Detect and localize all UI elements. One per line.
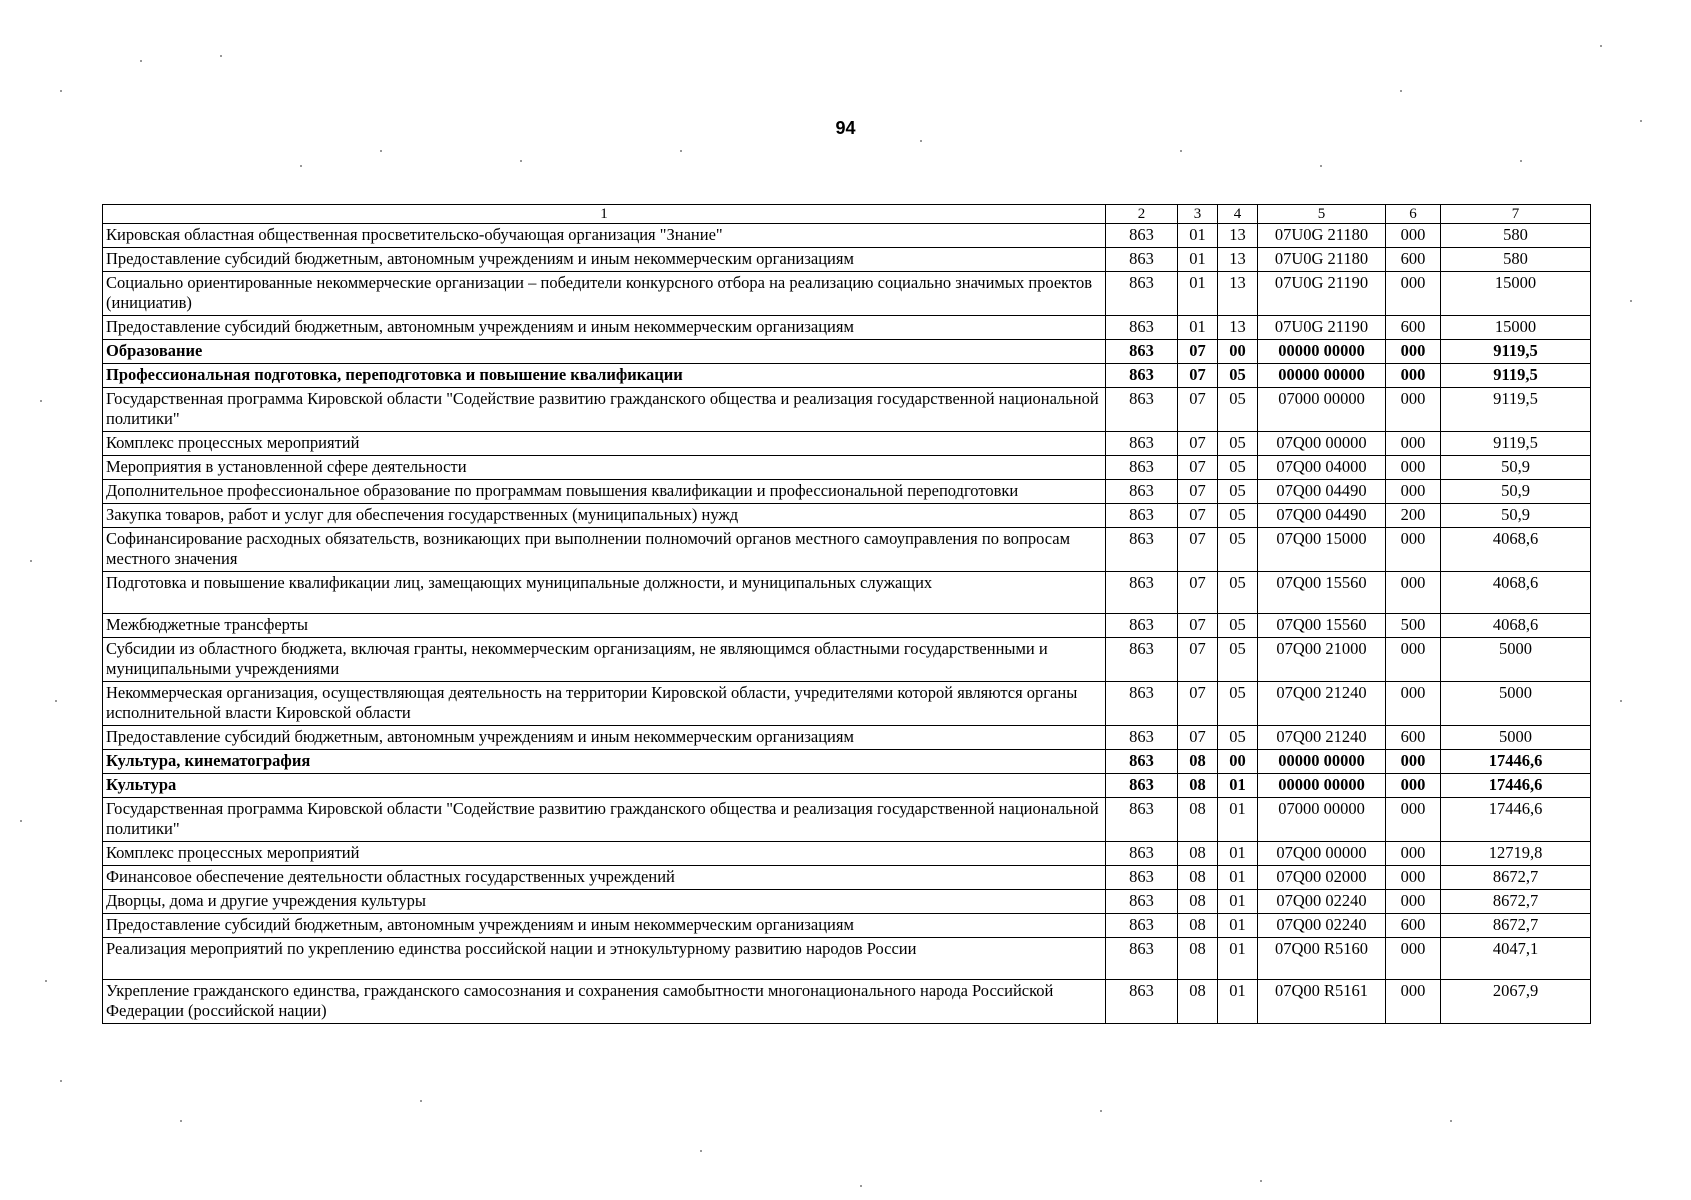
row-code: 863 <box>1106 682 1178 726</box>
table-row <box>103 388 1591 432</box>
row-target-article: 07Q00 15000 <box>1258 528 1386 572</box>
scan-speck <box>380 150 382 152</box>
table-row <box>103 866 1591 890</box>
table-row <box>103 774 1591 798</box>
row-amount: 580 <box>1441 224 1591 248</box>
row-amount: 4047,1 <box>1441 938 1591 980</box>
scan-speck <box>220 55 222 57</box>
row-subsection: 05 <box>1218 528 1258 572</box>
row-section: 08 <box>1178 938 1218 980</box>
row-target-article: 07Q00 15560 <box>1258 614 1386 638</box>
row-target-article: 07Q00 00000 <box>1258 842 1386 866</box>
header-col-6: 6 <box>1386 205 1441 224</box>
row-section: 08 <box>1178 980 1218 1024</box>
table-row <box>103 224 1591 248</box>
row-subsection: 00 <box>1218 340 1258 364</box>
row-target-article: 07Q00 04490 <box>1258 480 1386 504</box>
row-code: 863 <box>1106 364 1178 388</box>
table-row <box>103 726 1591 750</box>
row-target-article: 07Q00 04490 <box>1258 504 1386 528</box>
row-subsection: 05 <box>1218 456 1258 480</box>
row-expense-type: 000 <box>1386 682 1441 726</box>
row-amount: 4068,6 <box>1441 614 1591 638</box>
row-amount: 17446,6 <box>1441 774 1591 798</box>
row-code: 863 <box>1106 914 1178 938</box>
row-section: 08 <box>1178 914 1218 938</box>
row-section: 01 <box>1178 248 1218 272</box>
row-code: 863 <box>1106 638 1178 682</box>
row-subsection: 05 <box>1218 432 1258 456</box>
row-amount: 9119,5 <box>1441 388 1591 432</box>
row-amount: 50,9 <box>1441 456 1591 480</box>
row-name: Подготовка и повышение квалификации лиц, замещающих муниципальные должности, и муниципальных служащих <box>103 572 1106 614</box>
scan-speck <box>1320 165 1322 167</box>
row-name: Образование <box>103 340 1106 364</box>
scan-speck <box>680 150 682 152</box>
scan-speck <box>60 1080 62 1082</box>
table-row <box>103 914 1591 938</box>
row-code: 863 <box>1106 504 1178 528</box>
row-subsection: 01 <box>1218 798 1258 842</box>
row-code: 863 <box>1106 774 1178 798</box>
row-expense-type: 000 <box>1386 980 1441 1024</box>
row-target-article: 07U0G 21180 <box>1258 224 1386 248</box>
row-amount: 17446,6 <box>1441 798 1591 842</box>
table-row <box>103 456 1591 480</box>
row-target-article: 07Q00 02240 <box>1258 914 1386 938</box>
row-name: Укрепление гражданского единства, гражданского самосознания и сохранения самобытности многонационального народа Российской Федерации (российской нации) <box>103 980 1106 1024</box>
budget-table <box>102 204 1591 1024</box>
row-code: 863 <box>1106 340 1178 364</box>
row-amount: 5000 <box>1441 638 1591 682</box>
row-code: 863 <box>1106 890 1178 914</box>
row-section: 07 <box>1178 638 1218 682</box>
table-row <box>103 480 1591 504</box>
row-subsection: 00 <box>1218 750 1258 774</box>
row-code: 863 <box>1106 866 1178 890</box>
row-section: 08 <box>1178 750 1218 774</box>
row-subsection: 01 <box>1218 914 1258 938</box>
row-subsection: 13 <box>1218 248 1258 272</box>
row-name: Культура <box>103 774 1106 798</box>
header-col-4: 4 <box>1218 205 1258 224</box>
row-amount: 50,9 <box>1441 480 1591 504</box>
row-subsection: 05 <box>1218 572 1258 614</box>
row-name: Кировская областная общественная просветительско-обучающая организация "Знание" <box>103 224 1106 248</box>
row-name: Предоставление субсидий бюджетным, автономным учреждениям и иным некоммерческим организациям <box>103 914 1106 938</box>
row-target-article: 07Q00 R5161 <box>1258 980 1386 1024</box>
table-body <box>103 224 1591 1024</box>
table-row <box>103 432 1591 456</box>
row-code: 863 <box>1106 938 1178 980</box>
scan-speck <box>700 1150 702 1152</box>
table-row <box>103 272 1591 316</box>
row-name: Дополнительное профессиональное образование по программам повышения квалификации и профессиональной переподготовки <box>103 480 1106 504</box>
row-expense-type: 000 <box>1386 480 1441 504</box>
row-code: 863 <box>1106 980 1178 1024</box>
row-target-article: 07U0G 21190 <box>1258 316 1386 340</box>
row-subsection: 05 <box>1218 504 1258 528</box>
row-subsection: 05 <box>1218 364 1258 388</box>
scan-speck <box>1620 700 1622 702</box>
row-expense-type: 000 <box>1386 890 1441 914</box>
header-col-1: 1 <box>103 205 1106 224</box>
row-name: Культура, кинематография <box>103 750 1106 774</box>
row-code: 863 <box>1106 572 1178 614</box>
row-section: 08 <box>1178 866 1218 890</box>
row-subsection: 05 <box>1218 388 1258 432</box>
row-name: Закупка товаров, работ и услуг для обеспечения государственных (муниципальных) нужд <box>103 504 1106 528</box>
scan-speck <box>520 160 522 162</box>
row-expense-type: 000 <box>1386 272 1441 316</box>
row-expense-type: 000 <box>1386 432 1441 456</box>
row-target-article: 00000 00000 <box>1258 364 1386 388</box>
row-target-article: 07Q00 04000 <box>1258 456 1386 480</box>
row-expense-type: 000 <box>1386 388 1441 432</box>
scan-speck <box>1630 300 1632 302</box>
row-section: 07 <box>1178 682 1218 726</box>
row-target-article: 07Q00 R5160 <box>1258 938 1386 980</box>
row-section: 07 <box>1178 572 1218 614</box>
scan-speck <box>1260 1180 1262 1182</box>
row-amount: 50,9 <box>1441 504 1591 528</box>
row-subsection: 05 <box>1218 682 1258 726</box>
row-section: 07 <box>1178 504 1218 528</box>
row-subsection: 01 <box>1218 938 1258 980</box>
table-row <box>103 842 1591 866</box>
row-section: 07 <box>1178 480 1218 504</box>
row-section: 07 <box>1178 364 1218 388</box>
row-subsection: 05 <box>1218 638 1258 682</box>
table-row <box>103 316 1591 340</box>
row-expense-type: 000 <box>1386 364 1441 388</box>
row-target-article: 00000 00000 <box>1258 340 1386 364</box>
row-target-article: 07Q00 21240 <box>1258 726 1386 750</box>
row-amount: 12719,8 <box>1441 842 1591 866</box>
scan-speck <box>920 140 922 142</box>
scan-speck <box>140 60 142 62</box>
table-row <box>103 340 1591 364</box>
row-amount: 4068,6 <box>1441 572 1591 614</box>
row-amount: 9119,5 <box>1441 432 1591 456</box>
row-name: Государственная программа Кировской области "Содействие развитию гражданского общества и реализация государственной национальной политики" <box>103 798 1106 842</box>
row-code: 863 <box>1106 456 1178 480</box>
page-number: 94 <box>835 118 856 138</box>
table-row <box>103 638 1591 682</box>
scan-speck <box>55 700 57 702</box>
row-subsection: 13 <box>1218 316 1258 340</box>
table-row <box>103 980 1591 1024</box>
row-target-article: 07U0G 21190 <box>1258 272 1386 316</box>
row-code: 863 <box>1106 528 1178 572</box>
row-name: Софинансирование расходных обязательств, возникающих при выполнении полномочий органов местного самоуправления по вопросам местного значения <box>103 528 1106 572</box>
row-expense-type: 000 <box>1386 638 1441 682</box>
row-expense-type: 600 <box>1386 914 1441 938</box>
row-expense-type: 000 <box>1386 866 1441 890</box>
row-subsection: 13 <box>1218 224 1258 248</box>
table-row <box>103 750 1591 774</box>
row-amount: 4068,6 <box>1441 528 1591 572</box>
row-target-article: 00000 00000 <box>1258 750 1386 774</box>
row-name: Комплекс процессных мероприятий <box>103 842 1106 866</box>
row-subsection: 05 <box>1218 480 1258 504</box>
row-expense-type: 000 <box>1386 572 1441 614</box>
row-amount: 9119,5 <box>1441 340 1591 364</box>
row-code: 863 <box>1106 224 1178 248</box>
row-subsection: 01 <box>1218 980 1258 1024</box>
row-expense-type: 000 <box>1386 456 1441 480</box>
row-amount: 580 <box>1441 248 1591 272</box>
scan-speck <box>180 1120 182 1122</box>
row-name: Субсидии из областного бюджета, включая гранты, некоммерческим организациям, не являющимся областными государственными и муниципальными учреждениями <box>103 638 1106 682</box>
scan-speck <box>1450 1120 1452 1122</box>
row-name: Дворцы, дома и другие учреждения культуры <box>103 890 1106 914</box>
row-code: 863 <box>1106 272 1178 316</box>
row-section: 01 <box>1178 224 1218 248</box>
row-expense-type: 500 <box>1386 614 1441 638</box>
row-subsection: 01 <box>1218 866 1258 890</box>
row-expense-type: 600 <box>1386 726 1441 750</box>
row-section: 08 <box>1178 890 1218 914</box>
row-target-article: 07000 00000 <box>1258 798 1386 842</box>
scan-speck <box>1180 150 1182 152</box>
scan-speck <box>300 165 302 167</box>
row-section: 07 <box>1178 528 1218 572</box>
table-row <box>103 248 1591 272</box>
row-amount: 9119,5 <box>1441 364 1591 388</box>
scan-speck <box>45 980 47 982</box>
row-subsection: 01 <box>1218 774 1258 798</box>
row-subsection: 13 <box>1218 272 1258 316</box>
row-target-article: 07Q00 15560 <box>1258 572 1386 614</box>
row-expense-type: 000 <box>1386 774 1441 798</box>
table-row <box>103 890 1591 914</box>
row-section: 07 <box>1178 614 1218 638</box>
table-row <box>103 938 1591 980</box>
row-amount: 8672,7 <box>1441 914 1591 938</box>
row-target-article: 07Q00 02000 <box>1258 866 1386 890</box>
header-col-7: 7 <box>1441 205 1591 224</box>
scan-speck <box>30 560 32 562</box>
header-col-2: 2 <box>1106 205 1178 224</box>
row-name: Межбюджетные трансферты <box>103 614 1106 638</box>
table-row <box>103 572 1591 614</box>
row-section: 07 <box>1178 456 1218 480</box>
row-target-article: 07000 00000 <box>1258 388 1386 432</box>
scan-speck <box>20 820 22 822</box>
row-code: 863 <box>1106 248 1178 272</box>
row-expense-type: 000 <box>1386 224 1441 248</box>
row-name: Мероприятия в установленной сфере деятельности <box>103 456 1106 480</box>
row-target-article: 07U0G 21180 <box>1258 248 1386 272</box>
row-amount: 15000 <box>1441 272 1591 316</box>
table-row <box>103 614 1591 638</box>
row-code: 863 <box>1106 316 1178 340</box>
header-col-3: 3 <box>1178 205 1218 224</box>
row-code: 863 <box>1106 726 1178 750</box>
row-name: Реализация мероприятий по укреплению единства российской нации и этнокультурному развитию народов России <box>103 938 1106 980</box>
row-section: 07 <box>1178 340 1218 364</box>
table-row <box>103 798 1591 842</box>
row-name: Предоставление субсидий бюджетным, автономным учреждениям и иным некоммерческим организациям <box>103 316 1106 340</box>
row-subsection: 01 <box>1218 842 1258 866</box>
row-amount: 17446,6 <box>1441 750 1591 774</box>
row-subsection: 05 <box>1218 726 1258 750</box>
row-expense-type: 600 <box>1386 316 1441 340</box>
row-target-article: 07Q00 02240 <box>1258 890 1386 914</box>
row-section: 08 <box>1178 842 1218 866</box>
row-expense-type: 000 <box>1386 340 1441 364</box>
row-amount: 15000 <box>1441 316 1591 340</box>
row-target-article: 07Q00 21000 <box>1258 638 1386 682</box>
row-name: Предоставление субсидий бюджетным, автономным учреждениям и иным некоммерческим организациям <box>103 726 1106 750</box>
row-code: 863 <box>1106 842 1178 866</box>
scan-speck <box>1640 120 1642 122</box>
row-expense-type: 000 <box>1386 798 1441 842</box>
row-section: 07 <box>1178 432 1218 456</box>
row-section: 07 <box>1178 726 1218 750</box>
row-target-article: 07Q00 00000 <box>1258 432 1386 456</box>
scan-speck <box>1400 90 1402 92</box>
row-name: Профессиональная подготовка, переподготовка и повышение квалификации <box>103 364 1106 388</box>
row-name: Предоставление субсидий бюджетным, автономным учреждениям и иным некоммерческим организациям <box>103 248 1106 272</box>
row-section: 01 <box>1178 316 1218 340</box>
row-code: 863 <box>1106 798 1178 842</box>
scan-speck <box>60 90 62 92</box>
scan-speck <box>1520 160 1522 162</box>
row-name: Социально ориентированные некоммерческие организации – победители конкурсного отбора на реализацию социально значимых проектов (инициатив) <box>103 272 1106 316</box>
row-code: 863 <box>1106 614 1178 638</box>
row-section: 07 <box>1178 388 1218 432</box>
row-section: 01 <box>1178 272 1218 316</box>
row-expense-type: 000 <box>1386 938 1441 980</box>
row-amount: 8672,7 <box>1441 890 1591 914</box>
table-row <box>103 682 1591 726</box>
row-expense-type: 600 <box>1386 248 1441 272</box>
row-expense-type: 000 <box>1386 528 1441 572</box>
scan-speck <box>420 1100 422 1102</box>
table-row <box>103 364 1591 388</box>
row-target-article: 07Q00 21240 <box>1258 682 1386 726</box>
table-row <box>103 528 1591 572</box>
row-name: Государственная программа Кировской области "Содействие развитию гражданского общества и реализация государственной национальной политики" <box>103 388 1106 432</box>
scan-speck <box>860 1185 862 1187</box>
row-expense-type: 000 <box>1386 842 1441 866</box>
row-code: 863 <box>1106 480 1178 504</box>
row-section: 08 <box>1178 798 1218 842</box>
row-amount: 5000 <box>1441 726 1591 750</box>
row-subsection: 01 <box>1218 890 1258 914</box>
row-code: 863 <box>1106 388 1178 432</box>
row-name: Некоммерческая организация, осуществляющая деятельность на территории Кировской области, учредителями которой являются органы исполнительной власти Кировской области <box>103 682 1106 726</box>
row-name: Финансовое обеспечение деятельности областных государственных учреждений <box>103 866 1106 890</box>
row-expense-type: 200 <box>1386 504 1441 528</box>
row-code: 863 <box>1106 432 1178 456</box>
table-row <box>103 504 1591 528</box>
scan-speck <box>1600 45 1602 47</box>
header-col-5: 5 <box>1258 205 1386 224</box>
row-section: 08 <box>1178 774 1218 798</box>
row-target-article: 00000 00000 <box>1258 774 1386 798</box>
scan-speck <box>40 400 42 402</box>
row-amount: 2067,9 <box>1441 980 1591 1024</box>
header-row <box>103 205 1591 224</box>
row-subsection: 05 <box>1218 614 1258 638</box>
row-name: Комплекс процессных мероприятий <box>103 432 1106 456</box>
row-amount: 5000 <box>1441 682 1591 726</box>
row-expense-type: 000 <box>1386 750 1441 774</box>
scan-speck <box>1100 1110 1102 1112</box>
row-code: 863 <box>1106 750 1178 774</box>
row-amount: 8672,7 <box>1441 866 1591 890</box>
